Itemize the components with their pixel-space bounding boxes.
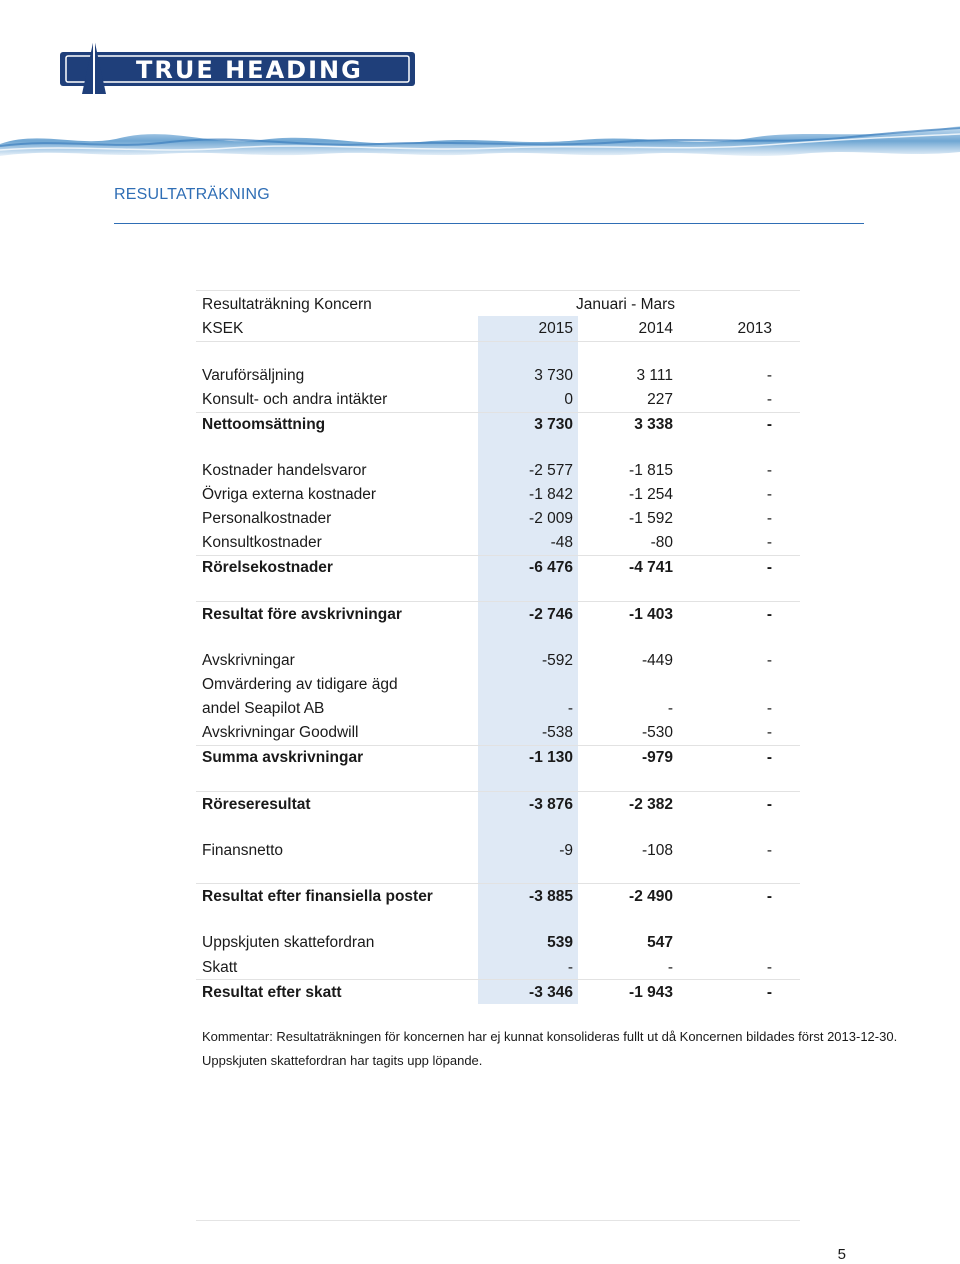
value-2013: - xyxy=(766,984,772,1001)
value-2014: - xyxy=(667,700,673,717)
row-label: Rörelsekostnader xyxy=(202,559,333,576)
value-2014: -979 xyxy=(641,749,673,766)
comment-line-2: Uppskjuten skattefordran har tagits upp löpande. xyxy=(202,1053,483,1068)
value-2013: - xyxy=(766,700,772,717)
row-label: Summa avskrivningar xyxy=(202,749,364,766)
value-2015: -3 885 xyxy=(529,888,573,905)
table-row-total xyxy=(202,557,782,579)
table-row xyxy=(202,698,782,720)
value-2015: -3 876 xyxy=(529,796,573,813)
value-2015: -1 842 xyxy=(529,486,573,503)
value-2014: -4 741 xyxy=(629,559,673,576)
currency-label: KSEK xyxy=(202,320,244,337)
table-row xyxy=(202,674,782,696)
period-label: Januari - Mars xyxy=(576,296,676,313)
value-2013: - xyxy=(766,724,772,741)
value-2015: - xyxy=(567,700,573,717)
row-label: Resultat efter finansiella poster xyxy=(202,888,433,905)
row-rule xyxy=(196,412,800,413)
value-2014: - xyxy=(667,959,673,976)
value-2015: -9 xyxy=(559,842,573,859)
value-2013: - xyxy=(766,959,772,976)
value-2014: -1 943 xyxy=(629,984,673,1001)
row-label: Konsult- och andra intäkter xyxy=(202,391,388,408)
water-wave-banner xyxy=(0,118,960,164)
value-2015: 539 xyxy=(547,934,573,951)
table-row-total xyxy=(202,414,782,436)
brand-text: TRUE HEADING xyxy=(136,56,363,84)
row-label: Varuförsäljning xyxy=(202,367,305,384)
value-2013: - xyxy=(766,606,772,623)
row-label: Uppskjuten skattefordran xyxy=(202,934,375,951)
value-2015: -2 577 xyxy=(529,462,573,479)
comment-line-1: Kommentar: Resultaträkningen för koncernen har ej kunnat konsolideras fullt ut då Koncernen bildades först 2013-12-30. xyxy=(202,1029,898,1044)
value-2014: -108 xyxy=(641,842,673,859)
row-rule xyxy=(196,979,800,980)
value-2015: -538 xyxy=(541,724,573,741)
table-row xyxy=(202,722,782,744)
value-2014: -1 815 xyxy=(629,462,673,479)
table-row xyxy=(202,650,782,672)
value-2013: - xyxy=(766,367,772,384)
table-title: Resultaträkning Koncern xyxy=(202,296,372,313)
row-rule xyxy=(196,745,800,746)
title-underline xyxy=(114,223,864,224)
value-2014: 3 111 xyxy=(636,367,673,384)
value-2013: - xyxy=(766,486,772,503)
value-2014: -449 xyxy=(641,652,673,669)
value-2014: 3 338 xyxy=(634,416,673,433)
value-2013: - xyxy=(766,749,772,766)
value-2015: -48 xyxy=(550,534,573,551)
value-2013: - xyxy=(766,416,772,433)
value-2013: - xyxy=(766,652,772,669)
value-2015: -2 746 xyxy=(529,606,573,623)
value-2013: - xyxy=(766,510,772,527)
row-label: Kostnader handelsvaror xyxy=(202,462,367,479)
value-2015: 3 730 xyxy=(534,416,573,433)
row-label: Avskrivningar Goodwill xyxy=(202,724,359,741)
value-2013: - xyxy=(766,888,772,905)
value-2013: - xyxy=(766,796,772,813)
table-row-total xyxy=(202,794,782,816)
value-2013: - xyxy=(766,559,772,576)
row-label: Avskrivningar xyxy=(202,652,295,669)
table-row xyxy=(202,484,782,506)
row-label: Omvärdering av tidigare ägd xyxy=(202,676,398,693)
year-header-2014: 2014 xyxy=(638,320,673,337)
table-header-row xyxy=(202,318,782,340)
year-header-2015: 2015 xyxy=(538,320,573,337)
value-2015: -592 xyxy=(541,652,573,669)
value-2015: -1 130 xyxy=(529,749,573,766)
row-label: Nettoomsättning xyxy=(202,416,326,433)
table-top-rule xyxy=(196,290,800,291)
value-2015: 3 730 xyxy=(534,367,573,384)
value-2015: -2 009 xyxy=(529,510,573,527)
row-rule xyxy=(196,883,800,884)
row-rule xyxy=(196,601,800,602)
table-row xyxy=(202,365,782,387)
value-2014: -2 382 xyxy=(629,796,673,813)
row-label: andel Seapilot AB xyxy=(202,700,325,717)
header-rule xyxy=(196,341,800,342)
row-label: Övriga externa kostnader xyxy=(202,486,377,503)
value-2015: -6 476 xyxy=(529,559,573,576)
table-title-row xyxy=(202,294,782,316)
row-label: Resultat efter skatt xyxy=(202,984,342,1001)
value-2014: -1 592 xyxy=(629,510,673,527)
true-heading-logo xyxy=(52,36,422,96)
value-2015: -3 346 xyxy=(529,984,573,1001)
value-2014: -1 254 xyxy=(629,486,673,503)
value-2014: -2 490 xyxy=(629,888,673,905)
table-row-total xyxy=(202,982,782,1004)
footer-rule xyxy=(196,1220,800,1221)
value-2014: 547 xyxy=(647,934,673,951)
row-rule xyxy=(196,791,800,792)
page-number: 5 xyxy=(837,1246,846,1263)
value-2013: - xyxy=(766,462,772,479)
value-2014: -1 403 xyxy=(629,606,673,623)
value-2015: 0 xyxy=(564,391,573,408)
row-label: Personalkostnader xyxy=(202,510,332,527)
row-label: Finansnetto xyxy=(202,842,283,859)
row-label: Skatt xyxy=(202,959,238,976)
section-title: RESULTATRÄKNING xyxy=(114,186,270,203)
table-row xyxy=(202,840,782,862)
value-2014: -530 xyxy=(641,724,673,741)
table-row xyxy=(202,508,782,530)
table-row xyxy=(202,957,782,979)
table-row-total xyxy=(202,886,782,908)
row-label: Resultat före avskrivningar xyxy=(202,606,402,623)
table-row-total xyxy=(202,747,782,769)
table-row-total xyxy=(202,604,782,626)
row-rule xyxy=(196,555,800,556)
table-row xyxy=(202,389,782,411)
value-2013: - xyxy=(766,534,772,551)
table-row xyxy=(202,532,782,554)
row-label: Röreseresultat xyxy=(202,796,311,813)
value-2013: - xyxy=(766,391,772,408)
value-2015: - xyxy=(567,959,573,976)
table-row xyxy=(202,932,782,954)
table-row xyxy=(202,460,782,482)
value-2013: - xyxy=(766,842,772,859)
value-2014: -80 xyxy=(650,534,673,551)
row-label: Konsultkostnader xyxy=(202,534,322,551)
value-2014: 227 xyxy=(647,391,673,408)
year-header-2013: 2013 xyxy=(737,320,772,337)
